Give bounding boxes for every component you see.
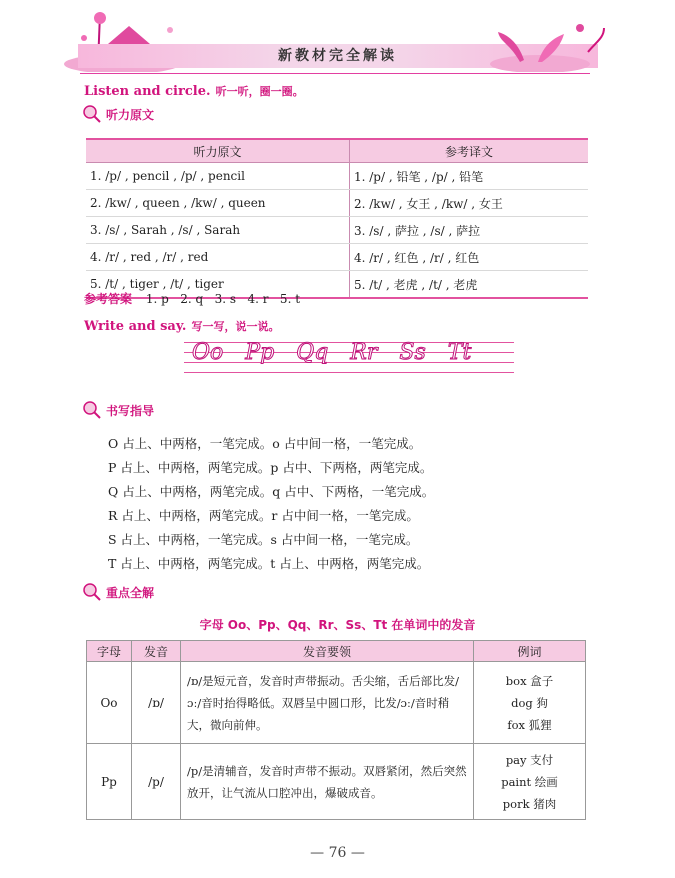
table-row [86, 244, 588, 271]
col-original-header: 听力原文 [86, 139, 350, 163]
key-section-heading [82, 582, 154, 602]
col-sound-header: 发音 [132, 641, 181, 662]
table-row [87, 744, 586, 820]
table-row [87, 662, 586, 744]
table-row [86, 190, 588, 217]
translation-cell: 5. /t/ , 老虎 , /t/ , 老虎 [350, 271, 589, 299]
sound-cell: /ɒ/ [132, 662, 181, 744]
translation-cell: 1. /p/ , 铅笔 , /p/ , 铅笔 [350, 163, 589, 190]
listen-instruction [84, 80, 304, 99]
guide-section-title: 书写指导 [106, 403, 155, 418]
example-word: dog 狗 [511, 695, 548, 710]
letter-sample: Oo [192, 340, 224, 365]
key-section-title: 重点全解 [106, 585, 155, 600]
letter-cell: Pp [87, 744, 132, 820]
page-header [0, 0, 675, 74]
plant-decoration-icon [480, 14, 610, 72]
example-word: pork 猪肉 [502, 796, 557, 811]
guide-section-heading [82, 400, 154, 420]
answer-values: 1. p 2. q 3. s 4. r 5. t [145, 292, 301, 306]
col-tips-header: 发音要领 [181, 641, 474, 662]
guide-line: S 占上、中两格，一笔完成。s 占中间一格，一笔完成。 [108, 532, 419, 547]
magnifier-icon [82, 104, 102, 124]
letter-sample: Qq [296, 340, 329, 365]
table-row [86, 163, 588, 190]
listen-instruction-cn: 听一听，圈一圈。 [215, 85, 304, 98]
listen-table [86, 138, 588, 299]
magnifier-icon [82, 582, 102, 602]
write-instruction [84, 315, 280, 334]
header-rule [80, 73, 590, 74]
col-letter-header: 字母 [87, 641, 132, 662]
example-word: paint 绘画 [501, 774, 558, 789]
page-number: — 76 — [310, 845, 365, 861]
guide-lines [108, 432, 434, 576]
example-word: pay 支付 [505, 752, 554, 767]
translation-cell: 3. /s/ , 萨拉 , /s/ , 萨拉 [350, 217, 589, 244]
write-instruction-cn: 写一写，说一说。 [191, 320, 280, 333]
pronunciation-table [86, 640, 586, 820]
original-cell: 4. /r/ , red , /r/ , red [86, 244, 350, 271]
original-cell: 3. /s/ , Sarah , /s/ , Sarah [86, 217, 350, 244]
listen-section-heading [82, 104, 154, 124]
original-cell: 1. /p/ , pencil , /p/ , pencil [86, 163, 350, 190]
tips-cell: /ɒ/是短元音，发音时声带振动。舌尖缩，舌后部比发/ɔː/音时抬得略低。双唇呈中圆口形，比发/ɔː/音时稍大，微向前伸。 [181, 662, 474, 744]
col-examples-header: 例词 [474, 641, 586, 662]
magnifier-icon [82, 400, 102, 420]
pronunciation-table-title: 字母 Oo、Pp、Qq、Rr、Ss、Tt 在单词中的发音 [199, 618, 476, 632]
original-cell: 5. /t/ , tiger , /t/ , tiger [86, 271, 350, 299]
sound-cell: /p/ [132, 744, 181, 820]
guide-line: Q 占上、中两格，两笔完成。q 占中、下两格，一笔完成。 [108, 484, 435, 499]
example-word: fox 狐狸 [507, 717, 552, 732]
letter-sample: Rr [350, 340, 378, 365]
guide-line: T 占上、中两格，两笔完成。t 占上、中两格，两笔完成。 [108, 556, 430, 571]
header-title: 新教材完全解读 [278, 48, 397, 64]
letter-samples [192, 340, 471, 365]
examples-cell [474, 744, 586, 820]
translation-cell: 4. /r/ , 红色 , /r/ , 红色 [350, 244, 589, 271]
letter-sample: Ss [399, 340, 426, 365]
listen-instruction-en: Listen and circle. [84, 84, 211, 99]
guide-line: R 占上、中两格，两笔完成。r 占中间一格，一笔完成。 [108, 508, 419, 523]
tips-cell: /p/是清辅音，发音时声带不振动。双唇紧闭，然后突然放开，让气流从口腔冲出，爆破成音。 [181, 744, 474, 820]
handwriting-lines [184, 340, 514, 374]
write-instruction-en: Write and say. [84, 319, 187, 334]
guide-line: P 占上、中两格，两笔完成。p 占中、下两格，两笔完成。 [108, 460, 433, 475]
original-cell: 2. /kw/ , queen , /kw/ , queen [86, 190, 350, 217]
letter-sample: Pp [245, 340, 275, 365]
table-row [86, 217, 588, 244]
letter-sample: Tt [447, 340, 472, 365]
answer-key [84, 290, 300, 307]
guide-line: O 占上、中两格，一笔完成。o 占中间一格，一笔完成。 [108, 436, 422, 451]
listen-section-title: 听力原文 [106, 107, 155, 122]
answer-label: 参考答案 [84, 292, 133, 306]
col-translation-header: 参考译文 [350, 139, 589, 163]
letter-cell: Oo [87, 662, 132, 744]
examples-cell [474, 662, 586, 744]
example-word: box 盒子 [505, 673, 554, 688]
translation-cell: 2. /kw/ , 女王 , /kw/ , 女王 [350, 190, 589, 217]
